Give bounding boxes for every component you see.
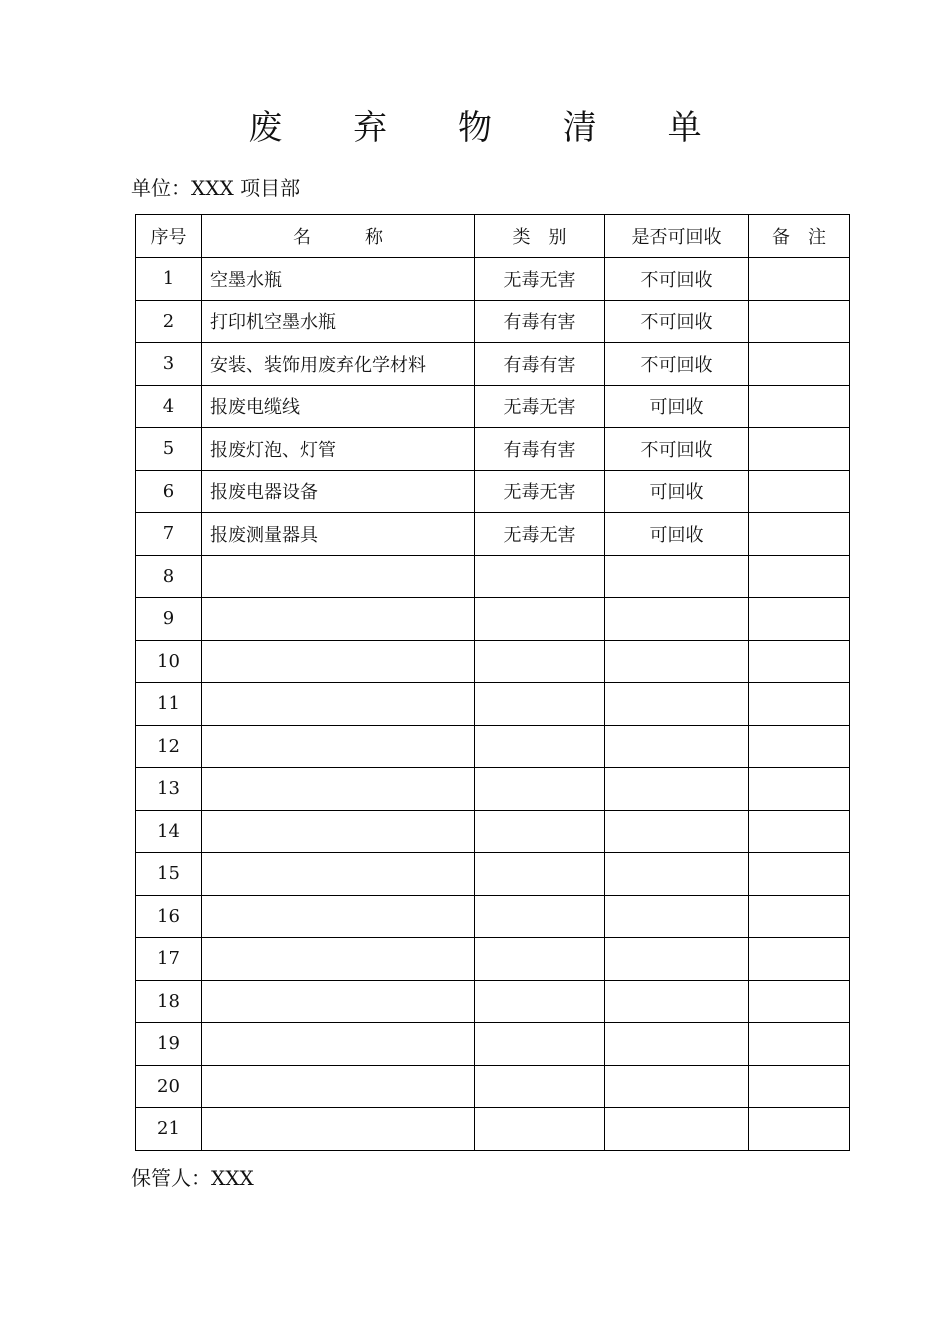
recyclable-cell <box>605 1065 749 1108</box>
header-name: 名 称 <box>202 215 475 258</box>
table-row <box>136 640 850 683</box>
category-cell: 有毒有害 <box>475 428 605 471</box>
item-name-cell <box>202 598 475 641</box>
remark-cell <box>749 385 850 428</box>
recyclable-cell <box>605 1023 749 1066</box>
table-row <box>136 598 850 641</box>
table-row <box>136 300 850 343</box>
keeper-line: 保管人：XXX <box>131 1166 254 1190</box>
category-cell <box>475 980 605 1023</box>
item-name-cell: 报废灯泡、灯管 <box>202 428 475 471</box>
recyclable-cell: 可回收 <box>605 513 749 556</box>
item-name-cell <box>202 810 475 853</box>
table-row <box>136 513 850 556</box>
category-cell <box>475 640 605 683</box>
recyclable-cell <box>605 725 749 768</box>
remark-cell <box>749 598 850 641</box>
table-header-row <box>136 215 850 258</box>
recyclable-cell <box>605 555 749 598</box>
remark-cell <box>749 938 850 981</box>
remark-cell <box>749 853 850 896</box>
recyclable-cell: 不可回收 <box>605 428 749 471</box>
row-number-cell: 17 <box>136 938 202 981</box>
row-number-cell: 10 <box>136 640 202 683</box>
row-number-cell: 13 <box>136 768 202 811</box>
category-cell <box>475 810 605 853</box>
table-row <box>136 938 850 981</box>
remark-cell <box>749 725 850 768</box>
table-row <box>136 810 850 853</box>
category-cell: 有毒有害 <box>475 343 605 386</box>
recyclable-cell: 不可回收 <box>605 258 749 301</box>
category-cell: 无毒无害 <box>475 385 605 428</box>
row-number-cell: 4 <box>136 385 202 428</box>
table-row <box>136 555 850 598</box>
category-cell <box>475 725 605 768</box>
remark-cell <box>749 300 850 343</box>
category-cell <box>475 1108 605 1151</box>
recyclable-cell: 不可回收 <box>605 300 749 343</box>
table-row <box>136 258 850 301</box>
recyclable-cell <box>605 853 749 896</box>
category-cell <box>475 768 605 811</box>
item-name-cell <box>202 938 475 981</box>
table-row <box>136 683 850 726</box>
recyclable-cell <box>605 938 749 981</box>
unit-line: 单位：XXX 项目部 <box>131 176 301 200</box>
category-cell: 无毒无害 <box>475 470 605 513</box>
row-number-cell: 21 <box>136 1108 202 1151</box>
item-name-cell <box>202 980 475 1023</box>
recyclable-cell <box>605 640 749 683</box>
remark-cell <box>749 1108 850 1151</box>
table-row <box>136 1023 850 1066</box>
remark-cell <box>749 683 850 726</box>
row-number-cell: 3 <box>136 343 202 386</box>
category-cell <box>475 1065 605 1108</box>
item-name-cell: 空墨水瓶 <box>202 258 475 301</box>
table-row <box>136 725 850 768</box>
row-number-cell: 11 <box>136 683 202 726</box>
recyclable-cell: 可回收 <box>605 385 749 428</box>
item-name-cell <box>202 683 475 726</box>
category-cell <box>475 683 605 726</box>
table-body <box>136 258 850 1151</box>
row-number-cell: 9 <box>136 598 202 641</box>
item-name-cell <box>202 1065 475 1108</box>
item-name-cell <box>202 1023 475 1066</box>
category-cell: 无毒无害 <box>475 258 605 301</box>
item-name-cell: 报废电器设备 <box>202 470 475 513</box>
item-name-cell: 打印机空墨水瓶 <box>202 300 475 343</box>
recyclable-cell <box>605 1108 749 1151</box>
table-row <box>136 895 850 938</box>
category-cell: 无毒无害 <box>475 513 605 556</box>
remark-cell <box>749 428 850 471</box>
recyclable-cell: 不可回收 <box>605 343 749 386</box>
remark-cell <box>749 640 850 683</box>
category-cell <box>475 853 605 896</box>
header-remark: 备 注 <box>749 215 850 258</box>
row-number-cell: 16 <box>136 895 202 938</box>
table-row <box>136 768 850 811</box>
row-number-cell: 6 <box>136 470 202 513</box>
row-number-cell: 2 <box>136 300 202 343</box>
category-cell <box>475 1023 605 1066</box>
table-row <box>136 980 850 1023</box>
recyclable-cell <box>605 598 749 641</box>
row-number-cell: 1 <box>136 258 202 301</box>
recyclable-cell <box>605 980 749 1023</box>
remark-cell <box>749 555 850 598</box>
header-category: 类 别 <box>475 215 605 258</box>
recyclable-cell <box>605 810 749 853</box>
remark-cell <box>749 258 850 301</box>
remark-cell <box>749 343 850 386</box>
remark-cell <box>749 895 850 938</box>
row-number-cell: 15 <box>136 853 202 896</box>
remark-cell <box>749 1023 850 1066</box>
table-row <box>136 343 850 386</box>
category-cell: 有毒有害 <box>475 300 605 343</box>
item-name-cell: 报废测量器具 <box>202 513 475 556</box>
category-cell <box>475 598 605 641</box>
row-number-cell: 7 <box>136 513 202 556</box>
item-name-cell: 报废电缆线 <box>202 385 475 428</box>
waste-list-table <box>135 214 850 1151</box>
table-row <box>136 470 850 513</box>
recyclable-cell: 可回收 <box>605 470 749 513</box>
row-number-cell: 20 <box>136 1065 202 1108</box>
item-name-cell <box>202 555 475 598</box>
header-recyclable: 是否可回收 <box>605 215 749 258</box>
table-row <box>136 385 850 428</box>
item-name-cell <box>202 768 475 811</box>
row-number-cell: 12 <box>136 725 202 768</box>
row-number-cell: 8 <box>136 555 202 598</box>
item-name-cell <box>202 640 475 683</box>
document-title: 废 弃 物 清 单 <box>248 108 732 148</box>
recyclable-cell <box>605 895 749 938</box>
table-row <box>136 428 850 471</box>
row-number-cell: 18 <box>136 980 202 1023</box>
table-row <box>136 853 850 896</box>
header-no: 序号 <box>136 215 202 258</box>
remark-cell <box>749 1065 850 1108</box>
item-name-cell <box>202 853 475 896</box>
item-name-cell: 安装、装饰用废弃化学材料 <box>202 343 475 386</box>
row-number-cell: 5 <box>136 428 202 471</box>
remark-cell <box>749 513 850 556</box>
table-row <box>136 1065 850 1108</box>
remark-cell <box>749 980 850 1023</box>
row-number-cell: 19 <box>136 1023 202 1066</box>
item-name-cell <box>202 725 475 768</box>
table-row <box>136 1108 850 1151</box>
remark-cell <box>749 810 850 853</box>
category-cell <box>475 895 605 938</box>
item-name-cell <box>202 895 475 938</box>
remark-cell <box>749 768 850 811</box>
row-number-cell: 14 <box>136 810 202 853</box>
category-cell <box>475 555 605 598</box>
item-name-cell <box>202 1108 475 1151</box>
category-cell <box>475 938 605 981</box>
recyclable-cell <box>605 683 749 726</box>
recyclable-cell <box>605 768 749 811</box>
remark-cell <box>749 470 850 513</box>
